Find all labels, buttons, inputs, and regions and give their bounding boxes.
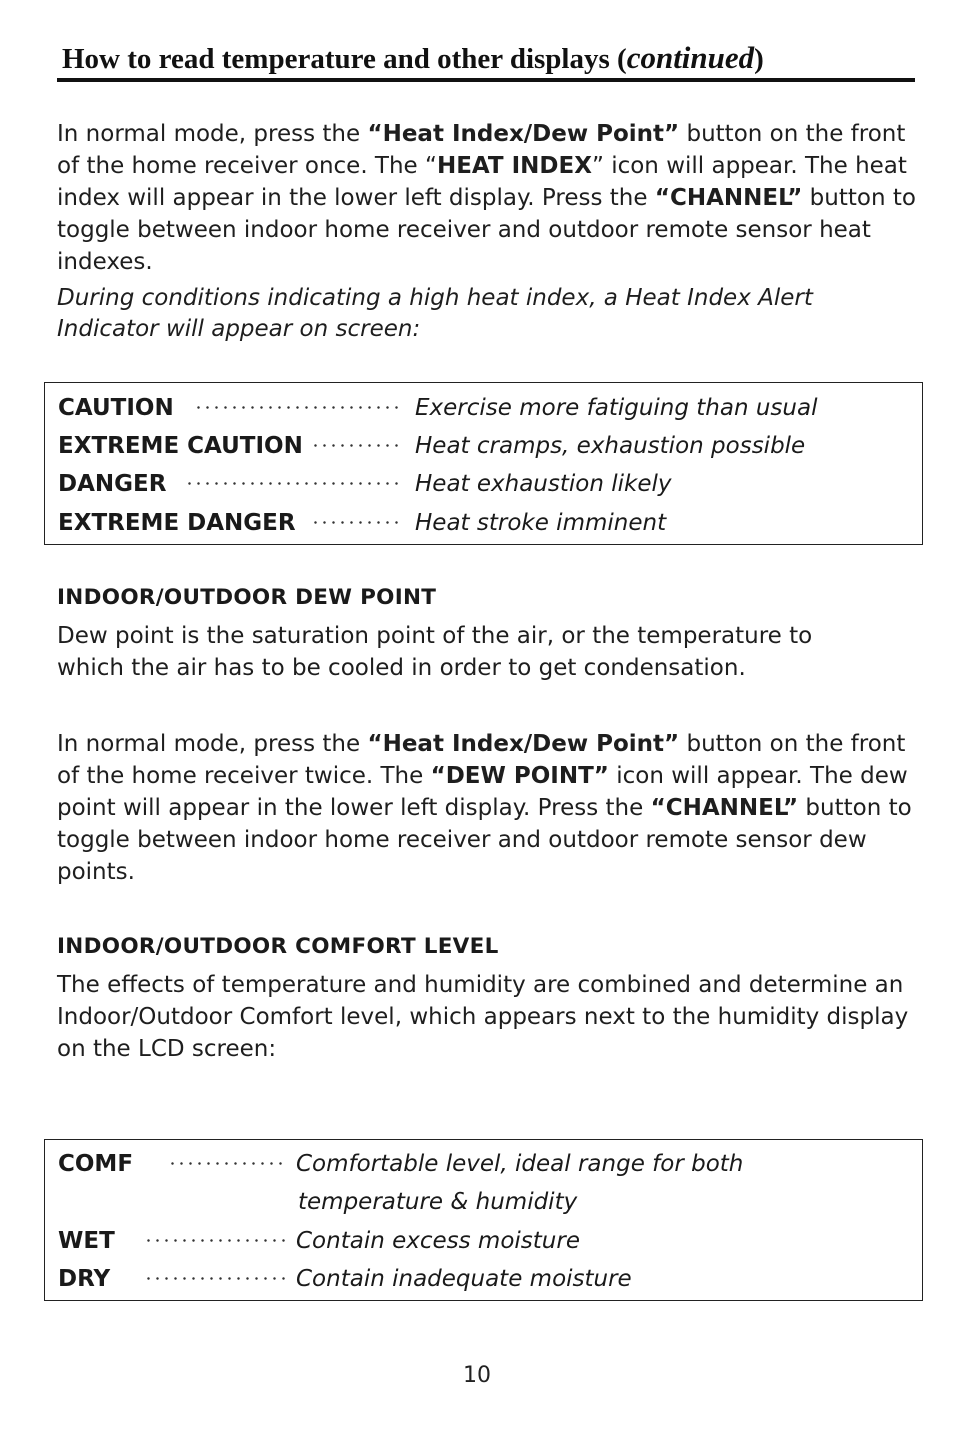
comfort-description: Comfortable level, ideal range for both — [296, 1151, 744, 1177]
heat-index-alert-table — [44, 382, 923, 545]
dew-point-definition: Dew point is the saturation point of the air, or the temperature to which the air has to be cooled in order to get condensation. — [57, 623, 813, 681]
leader-dots — [185, 482, 401, 485]
alert-description: Heat exhaustion likely — [415, 471, 672, 497]
comfort-description: Contain inadequate moisture — [296, 1266, 632, 1292]
comfort-level-text: The effects of temperature and humidity are combined and determine an Indoor/Outdoor Comfort level, which appears next to the humidity display on the LCD screen: — [57, 972, 909, 1062]
dew-point-instructions: In normal mode, press the “Heat Index/Dew Point” button on the front of the home receiver twice. The “DEW POINT” icon will appear. The dew point will appear in the lower left display. Press the “CHANNEL” button to toggle between indoor home receiver and outdoor remote sensor dew points. — [57, 731, 912, 885]
comfort-label: DRY — [58, 1266, 111, 1292]
title-rule — [57, 78, 915, 82]
heat-index-instructions: In normal mode, press the “Heat Index/Dew Point” button on the front of the home receiver once. The “HEAT INDEX” icon will appear. The heat index will appear in the lower left display. Press the “CHANNEL” button to toggle between indoor home receiver and outdoor remote sensor heat indexes. — [57, 121, 916, 275]
comfort-label: WET — [58, 1228, 115, 1254]
heat-index-alert-note: During conditions indicating a high heat index, a Heat Index Alert Indicator will appear on screen: — [57, 285, 813, 342]
leader-dots — [168, 1162, 284, 1165]
alert-label: DANGER — [58, 471, 167, 497]
page-number: 10 — [463, 1363, 491, 1388]
comfort-level-table — [44, 1139, 923, 1301]
leader-dots — [194, 406, 401, 409]
comfort-label: COMF — [58, 1151, 134, 1177]
leader-dots — [144, 1277, 286, 1280]
alert-label: EXTREME CAUTION — [58, 433, 303, 459]
leader-dots — [144, 1239, 286, 1242]
leader-dots — [311, 444, 401, 447]
page-title: How to read temperature and other displays (continued) — [62, 40, 764, 75]
alert-description: Heat stroke imminent — [415, 510, 667, 536]
comfort-description: temperature & humidity — [298, 1189, 578, 1215]
alert-label: EXTREME DANGER — [58, 510, 296, 536]
dew-point-heading: INDOOR/OUTDOOR DEW POINT — [57, 585, 437, 610]
comfort-level-heading: INDOOR/OUTDOOR COMFORT LEVEL — [57, 934, 499, 959]
leader-dots — [311, 521, 401, 524]
alert-label: CAUTION — [58, 395, 174, 421]
alert-description: Heat cramps, exhaustion possible — [415, 433, 806, 459]
comfort-description: Contain excess moisture — [296, 1228, 580, 1254]
alert-description: Exercise more fatiguing than usual — [415, 395, 818, 421]
